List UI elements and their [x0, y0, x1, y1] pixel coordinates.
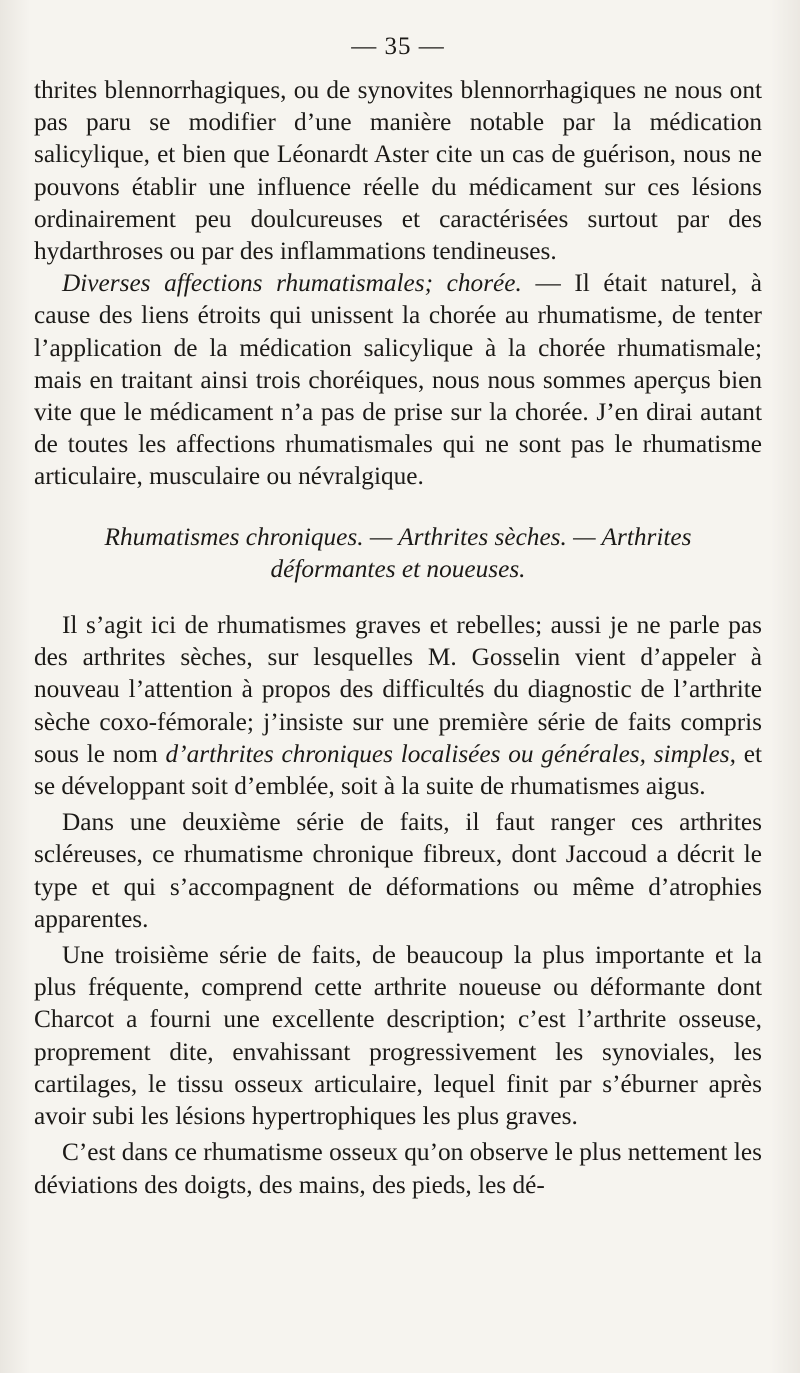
paragraph-text: Il s’agit ici de rhumatismes graves et rebelles; aussi je ne parle pas des arthrites sèches, sur lesquelles M. Gosselin vient d’appeler à nouveau l’attention à propos des difficultés du diagnostic de l’arthrite sèche coxo-fémorale; j’insiste sur une première série de faits compris sous le nom: [34, 611, 762, 768]
section-heading-line-1: Rhumatismes chroniques. — Arthrites sèches. — Arthrites: [104, 522, 692, 551]
paragraph-text: Dans une deuxième série de faits, il faut ranger ces arthrites scléreuses, ce rhumatisme chronique fibreux, dont Jaccoud a décrit le type et qui s’accompagnent de déformations ou même d’atrophies apparentes.: [34, 808, 762, 933]
page-number: — 35 —: [351, 33, 445, 60]
paragraph-text: — Il était naturel, à cause des liens étroits qui unissent la chorée au rhumatisme, de tenter l’application de la médication salicylique à la chorée rhumatismale; mais en traitant ainsi trois choréiques, nous nous sommes aperçus bien vite que le médicament n’a pas de prise sur la chorée. J’en dirai autant de toutes les affections rhumatismales qui ne sont pas le rhumatisme articulaire, musculaire ou névralgique.: [34, 269, 762, 491]
paragraph-italic-term: d’arthrites chroniques localisées ou générales, simples,: [165, 739, 736, 768]
paragraph-rheumatic-affections: [34, 267, 762, 492]
paragraph-italic-lead: Diverses affections rhumatismales; chorée.: [62, 269, 522, 298]
paragraph-sclerotic-arthritis: [34, 806, 762, 935]
paragraph-text: Une troisième série de faits, de beaucoup la plus importante et la plus fréquente, comprend cette arthrite noueuse ou déformante dont Charcot a fourni une excellente description; c’est l’arthrite osseuse, proprement dite, envahissant progressivement les synoviales, les cartilages, le tissu osseux articulaire, lequel finit par s’éburner après avoir subi les lésions hypertrophiques les plus graves.: [34, 941, 762, 1131]
paragraph-osseous-rheumatism: [34, 1136, 762, 1200]
paragraph-text: thrites blennorrhagiques, ou de synovites blennorrhagiques ne nous ont pas paru se modifier d’une manière notable par la médication salicylique, et bien que Léonardt Aster cite un cas de guérison, nous ne pouvons établir une influence réelle du médicament sur ces lésions ordinairement peu doulcureuses et caractérisées surtout par des hydarthroses ou par des inflammations tendineuses.: [34, 76, 762, 266]
paragraph-text: C’est dans ce rhumatisme osseux qu’on observe le plus nettement les déviations des doigts, des mains, des pieds, les dé-: [34, 1138, 762, 1199]
paragraph-text: et se développant soit d’emblée, soit à la suite de rhumatismes aigus.: [34, 739, 762, 801]
paragraph-chronic-arthritis: [34, 609, 762, 802]
paragraph-blennorrhagic-arthritis: [34, 74, 762, 267]
section-heading-line-2: déformantes et noueuses.: [270, 554, 526, 583]
section-heading: [34, 521, 762, 585]
paragraph-nodular-arthritis: [34, 939, 762, 1132]
